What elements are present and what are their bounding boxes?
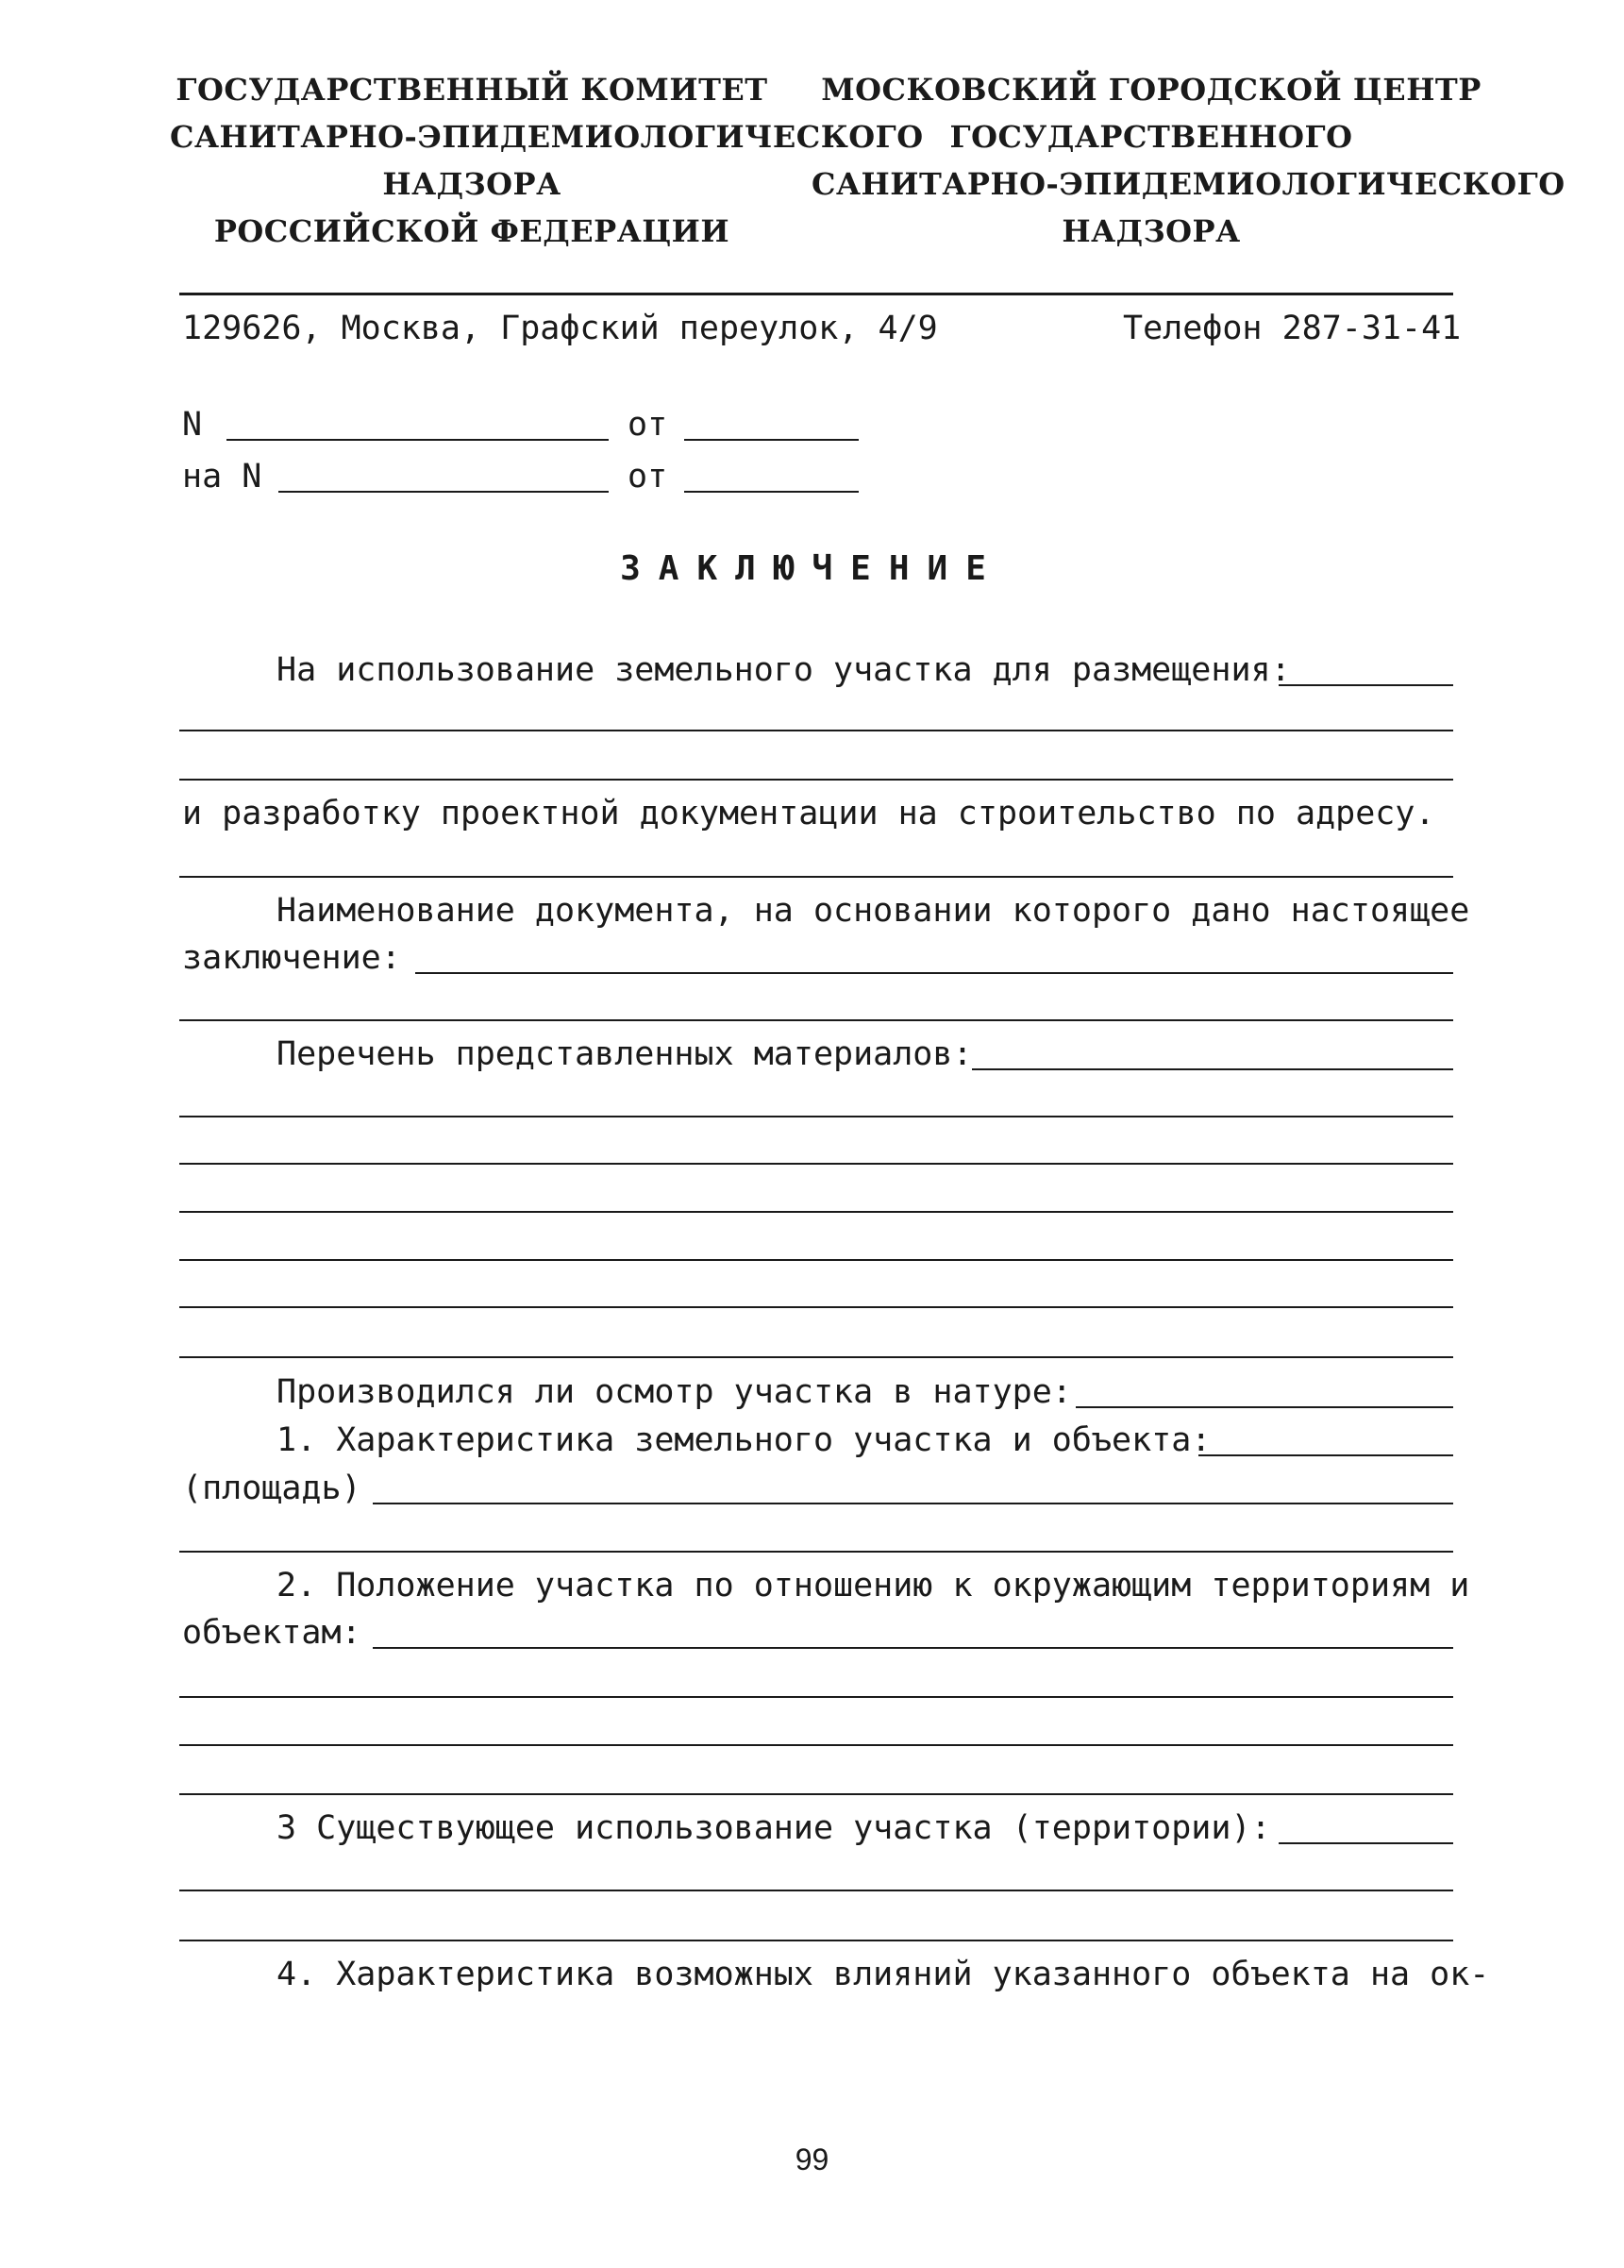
usage-blank-line[interactable] xyxy=(179,779,1453,781)
ref-number-label: N xyxy=(182,406,203,444)
item2-label: 2. Положение участка по отношению к окружающим территориям и xyxy=(276,1567,1470,1604)
materials-blank-line[interactable] xyxy=(179,1116,1453,1117)
materials-blank-line[interactable] xyxy=(179,1163,1453,1165)
header-divider xyxy=(179,293,1453,295)
doc-name-blank-line[interactable] xyxy=(179,1019,1453,1021)
doc-name-blank[interactable] xyxy=(415,972,1453,974)
header-left-line: РОССИЙСКОЙ ФЕДЕРАЦИИ xyxy=(213,213,730,249)
item3-blank[interactable] xyxy=(1279,1842,1453,1844)
page-number: 99 xyxy=(795,2142,829,2176)
usage-blank-line[interactable] xyxy=(179,730,1453,731)
reply-date-blank[interactable] xyxy=(684,491,859,493)
item2-label-cont: объектам: xyxy=(182,1614,361,1652)
header-right-line: НАДЗОРА xyxy=(1062,213,1241,249)
materials-blank-line[interactable] xyxy=(179,1211,1453,1213)
header-right-organization xyxy=(812,66,1565,255)
header-left-line: НАДЗОРА xyxy=(382,166,561,202)
item2-blank-line[interactable] xyxy=(179,1696,1453,1698)
item1-blank[interactable] xyxy=(1198,1454,1453,1456)
area-label: (площадь) xyxy=(182,1470,361,1507)
reply-number-label: на N xyxy=(182,458,262,496)
document-title: ЗАКЛЮЧЕНИЕ xyxy=(620,549,1004,588)
item3-blank-line[interactable] xyxy=(179,1940,1453,1941)
usage-label: На использование земельного участка для размещения: xyxy=(276,651,1291,689)
item1-label: 1. Характеристика земельного участка и объекта: xyxy=(276,1421,1212,1459)
materials-blank-line[interactable] xyxy=(179,1259,1453,1261)
header-right-line: ГОСУДАРСТВЕННОГО xyxy=(949,119,1353,155)
header-left-organization xyxy=(170,66,924,255)
header-left-line: САНИТАРНО-ЭПИДЕМИОЛОГИЧЕСКОГО xyxy=(170,119,924,155)
header-right-line: МОСКОВСКИЙ ГОРОДСКОЙ ЦЕНТР xyxy=(821,72,1482,108)
area-blank[interactable] xyxy=(373,1503,1453,1504)
reply-date-label: от xyxy=(628,458,668,496)
project-blank-line[interactable] xyxy=(179,876,1453,878)
item2-blank-line[interactable] xyxy=(179,1793,1453,1795)
inspection-label: Производился ли осмотр участка в натуре: xyxy=(276,1373,1072,1411)
ref-date-blank[interactable] xyxy=(684,439,859,441)
item1-blank-line[interactable] xyxy=(179,1551,1453,1553)
materials-blank-line[interactable] xyxy=(179,1356,1453,1358)
item3-label: 3 Существующее использование участка (территории): xyxy=(276,1809,1271,1847)
inspection-blank[interactable] xyxy=(1076,1406,1453,1408)
item4-label: 4. Характеристика возможных влияний указанного объекта на ок- xyxy=(276,1956,1490,1993)
doc-name-label: Наименование документа, на основании которого дано настоящее xyxy=(276,892,1470,930)
ref-date-label: от xyxy=(628,406,668,444)
doc-name-label-cont: заключение: xyxy=(182,939,401,977)
item3-blank-line[interactable] xyxy=(179,1890,1453,1891)
project-label: и разработку проектной документации на строительство по адресу. xyxy=(182,795,1435,832)
address-text: 129626, Москва, Графский переулок, 4/9 xyxy=(182,310,938,347)
materials-blank[interactable] xyxy=(972,1068,1453,1070)
item2-blank[interactable] xyxy=(373,1647,1453,1649)
usage-blank[interactable] xyxy=(1279,684,1453,686)
materials-label: Перечень представленных материалов: xyxy=(276,1035,973,1073)
materials-blank-line[interactable] xyxy=(179,1306,1453,1308)
phone-text: Телефон 287-31-41 xyxy=(1123,310,1462,347)
item2-blank-line[interactable] xyxy=(179,1744,1453,1746)
header-left-line: ГОСУДАРСТВЕННЫЙ КОМИТЕТ xyxy=(176,72,768,108)
ref-number-blank[interactable] xyxy=(226,439,609,441)
header-right-line: САНИТАРНО-ЭПИДЕМИОЛОГИЧЕСКОГО xyxy=(812,166,1565,202)
reply-number-blank[interactable] xyxy=(278,491,609,493)
